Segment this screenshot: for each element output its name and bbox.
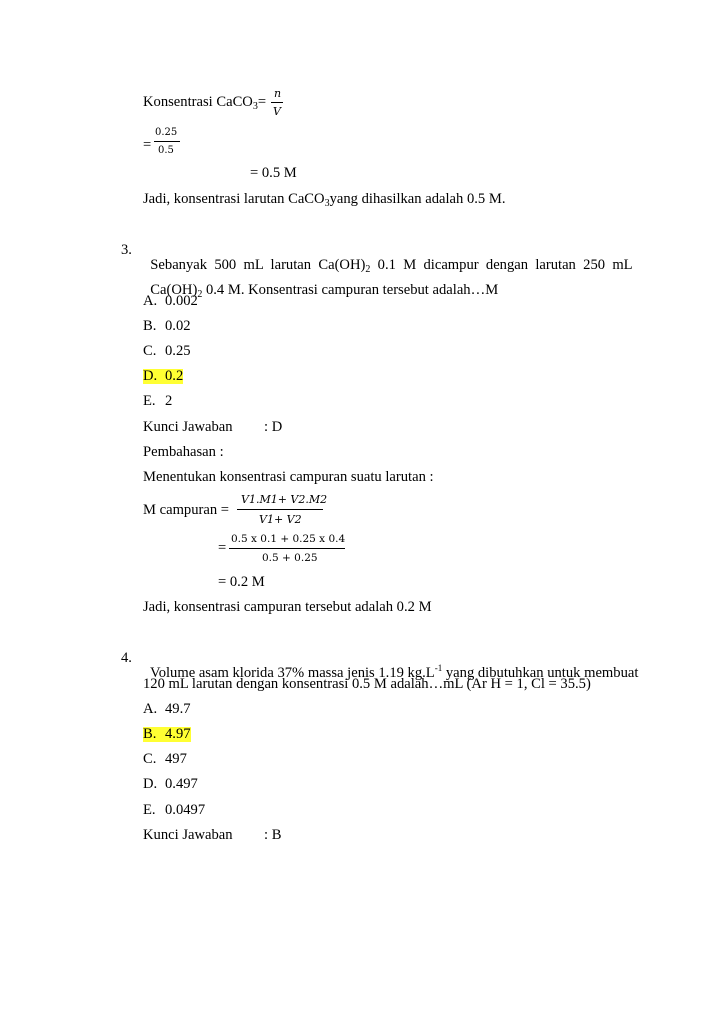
- question-text-line1: Sebanyak 500 mL larutan $Ca(OH)_2$ 0.1 M dicampur dengan larutan 250 mL: [150, 256, 633, 275]
- explanation-intro: Menentukan konsentrasi campuran suatu larutan :: [143, 469, 434, 485]
- fraction-n-numerator: n: [274, 87, 282, 100]
- question-number: 3.: [121, 242, 132, 258]
- substitution-denominator: 0.5 + 0.25: [262, 552, 318, 564]
- option-a: A. 49.7: [143, 701, 191, 717]
- question-number: 4.: [121, 650, 132, 666]
- equals-sign: =: [143, 137, 152, 153]
- answer-key-label: Kunci Jawaban: [143, 827, 233, 843]
- fraction-v-denominator: V: [273, 105, 281, 118]
- konsentrasi-caco3-line: Konsentrasi CaCO$_3$=: [143, 94, 267, 112]
- answer-key-value: : D: [264, 419, 283, 435]
- q3-conclusion: Jadi, konsentrasi campuran tersebut adalah 0.2 M: [143, 599, 432, 615]
- option-b: B. 0.02: [143, 318, 191, 334]
- option-b-correct-highlighted: B. 4.97: [143, 726, 191, 742]
- option-d-correct-highlighted: D. 0.2: [143, 368, 184, 384]
- option-e: E. 0.0497: [143, 802, 206, 818]
- q2-conclusion: Jadi, konsentrasi larutan CaCO$_3$yang dihasilkan adalah 0.5 M.: [143, 191, 506, 209]
- formula-denominator: V1+ V2: [259, 513, 302, 526]
- answer-key-value: : B: [264, 827, 282, 843]
- option-c: C. 0.25: [143, 343, 191, 359]
- result-line: = 0.5 M: [250, 165, 297, 181]
- fraction-bar: [271, 102, 283, 103]
- fraction-bar: [154, 141, 180, 142]
- fraction-denominator: 0.5: [158, 145, 174, 156]
- question-text-line2: 120 mL larutan dengan konsentrasi 0.5 M adalah…mL (Ar H = 1, Cl = 35.5): [143, 676, 591, 692]
- equals-sign: =: [218, 540, 227, 556]
- result-line: = 0.2 M: [218, 574, 265, 590]
- campuran-label: M campuran =: [143, 502, 230, 518]
- fraction-bar: [237, 509, 323, 510]
- substitution-numerator: 0.5 x 0.1 + 0.25 x 0.4: [231, 533, 346, 545]
- option-c: C. 497: [143, 751, 187, 767]
- formula-numerator: V1.M1+ V2.M2: [241, 493, 328, 506]
- fraction-bar: [229, 548, 345, 549]
- option-a: A. 0.002: [143, 293, 198, 309]
- question-text-line1: Volume asam klorida 37% massa jenis 1.19 $kg.L^{-1}$ yang dibutuhkan untuk membuat: [150, 662, 639, 681]
- option-e: E. 2: [143, 393, 173, 409]
- fraction-numerator: 0.25: [155, 127, 178, 138]
- pembahasan-heading: Pembahasan :: [143, 444, 224, 460]
- answer-key-label: Kunci Jawaban: [143, 419, 233, 435]
- option-d: D. 0.497: [143, 776, 198, 792]
- question-text-line2: $Ca(OH)_2$ 0.4 M. Konsentrasi campuran tersebut adalah…M: [150, 281, 499, 300]
